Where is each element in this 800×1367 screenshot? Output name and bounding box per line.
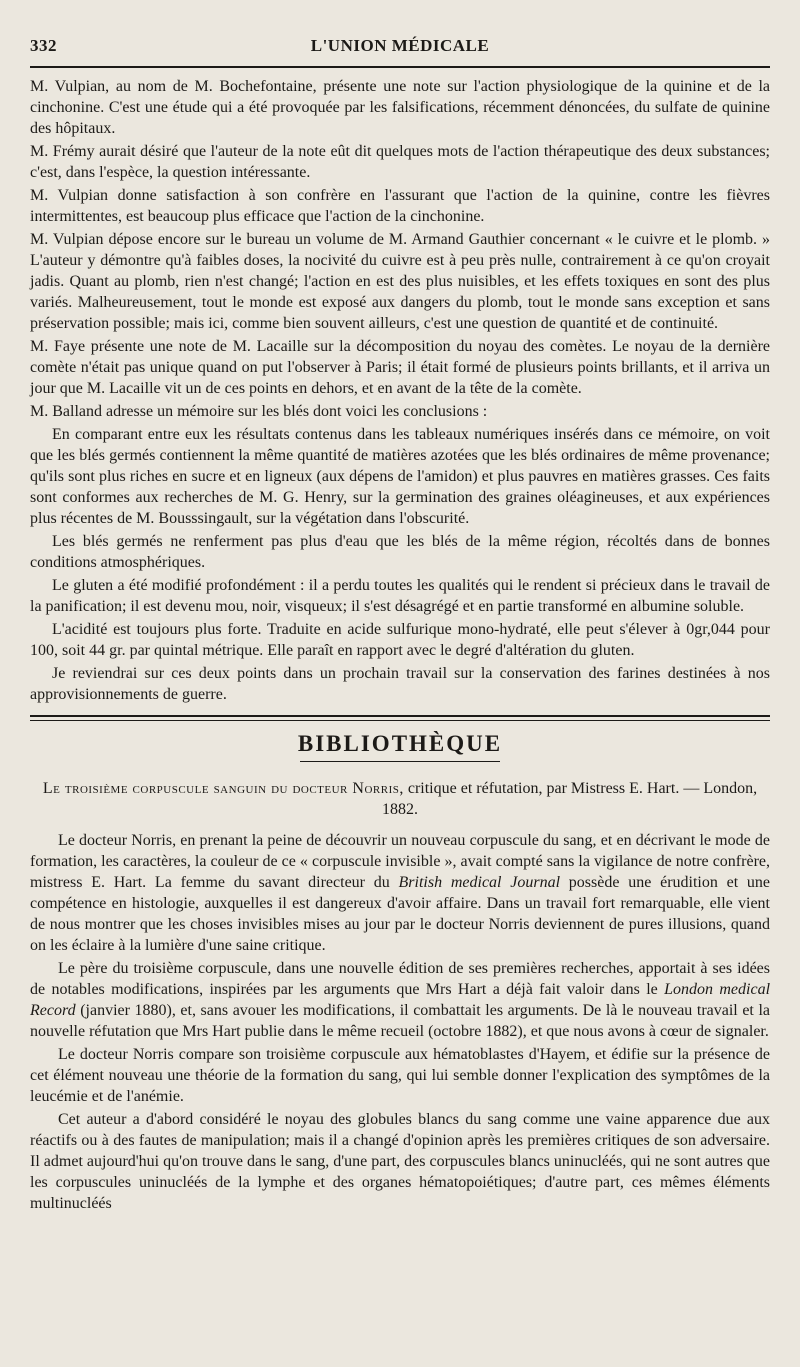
paragraph: Les blés germés ne renferment pas plus d'eau que les blés de la même région, récoltés dans de bonnes conditions atmosphériques. bbox=[30, 533, 770, 571]
text-run: Le père du troisième corpuscule, dans une nouvelle édition de ses premières recherches, apportait à ses idées de notables modifications, inspirées par les arguments que Mrs Hart a déjà fait valoir dans le bbox=[30, 960, 770, 998]
header-rule bbox=[30, 66, 770, 68]
section-title: BIBLIOTHÈQUE bbox=[297, 731, 503, 756]
paragraph: M. Faye présente une note de M. Lacaille sur la décomposition du noyau des comètes. Le noyau de la dernière comète n'était pas unique quand on put l'observer à Paris; il était formé de plusieurs points brillants, et il arriva un jour que M. Lacaille vit un de ces points en dehors, et en avant de la tête de la comète. bbox=[30, 338, 770, 397]
academy-proceedings bbox=[30, 76, 770, 705]
title-underline bbox=[300, 761, 500, 762]
review-heading bbox=[30, 778, 770, 820]
text-run: (janvier 1880), et, sans avouer les modifications, il combattait les arguments. De là le nouveau travail et la nouvelle réfutation que Mrs Hart publie dans le même recueil (octobre 1882), et que nous avons à cœur de signaler. bbox=[30, 1002, 770, 1040]
page-number: 332 bbox=[30, 36, 57, 55]
paragraph: M. Balland adresse un mémoire sur les blés dont voici les conclusions : bbox=[30, 403, 488, 420]
review-subtitle: critique et réfutation, par Mistress E. Hart. — London, 1882. bbox=[382, 780, 758, 818]
paragraph: Je reviendrai sur ces deux points dans un prochain travail sur la conservation des farines destinées à nos approvisionnements de guerre. bbox=[30, 665, 770, 703]
paragraph: Le gluten a été modifié profondément : il a perdu toutes les qualités qui le rendent si précieux dans le travail de la panification; il est devenu mou, noir, visqueux; il s'est désagrégé et en partie transformé en albumine soluble. bbox=[30, 577, 770, 615]
text-run: possède une érudition et une compétence en histologie, auxquelles il est dangereux d'avoir affaire. Dans un travail fort remarquable, elle vient de nous montrer que les choses invisibles mises au jour par le docteur Norris deviennent de pures illusions, quand on les éclaire à la lumière d'une saine critique. bbox=[30, 874, 771, 954]
text-run: Le docteur Norris, en prenant la peine de découvrir un nouveau corpuscule du sang, et en décrivant le mode de formation, les caractères, la couleur de ce « corpuscule invisible », avait compté sans la vigilance de notre confrère, mistress E. Hart. La femme du savant directeur du bbox=[30, 832, 770, 891]
paragraph: M. Frémy aurait désiré que l'auteur de la note eût dit quelques mots de l'action thérapeutique des deux substances; c'est, dans l'espèce, la question intéressante. bbox=[30, 143, 770, 181]
paragraph: L'acidité est toujours plus forte. Traduite en acide sulfurique mono-hydraté, elle peut s'élever à 0gr,044 pour 100, soit 44 gr. par quintal métrique. Elle paraît en rapport avec le degré d'altération du gluten. bbox=[30, 621, 770, 659]
section-separator bbox=[30, 715, 770, 721]
paragraph: M. Vulpian dépose encore sur le bureau un volume de M. Armand Gauthier concernant « le cuivre et le plomb. » L'auteur y démontre qu'à faibles doses, la nocivité du cuivre est à peu près nulle, contrairement à ce qu'on croyait jadis. Quant au plomb, rien n'est changé; l'action en est des plus nuisibles, et les effets toxiques en sont des plus variés. Malheureusement, tout le monde est exposé aux dangers du plomb, tout le monde sans exception et sans préservation possible; mais ici, comme bien souvent ailleurs, c'est une question de quantité et de continuité. bbox=[30, 231, 770, 332]
journal-name: British medical Journal bbox=[398, 874, 561, 891]
paragraph: Cet auteur a d'abord considéré le noyau des globules blancs du sang comme une vaine apparence due aux réactifs ou à des fautes de manipulation; mais il a changé d'opinion après les premières critiques de son adversaire. Il admet aujourd'hui qu'on trouve dans le sang, d'une part, des corpuscules blancs uninucléés, qui ne sont autres que les corpuscules uninucléés de la lymphe et des organes hématopoiétiques; d'autre part, ces mêmes éléments multinucléés bbox=[30, 1111, 770, 1212]
journal-title: L'UNION MÉDICALE bbox=[310, 36, 490, 55]
running-head bbox=[30, 26, 770, 62]
review-body bbox=[30, 830, 770, 1214]
paragraph bbox=[30, 958, 770, 1042]
paragraph bbox=[30, 830, 770, 956]
paragraph: En comparant entre eux les résultats contenus dans les tableaux numériques insérés dans ce mémoire, on voit que les blés germés contiennent la même quantité de matières azotées que les blés ordinaires de même provenance; qu'ils sont plus riches en sucre et en ligneux (aux dépens de l'amidon) et plus pauvres en matières grasses. Ces faits sont conformes aux recherches de M. G. Henry, sur la germination des graines oléagineuses, et aux expériences plus récentes de M. Bousssingault, sur la végétation dans l'obscurité. bbox=[30, 426, 770, 527]
journal-name: London medical Record bbox=[30, 981, 771, 1019]
paragraph: M. Vulpian donne satisfaction à son confrère en l'assurant que l'action de la quinine, contre les fièvres intermittentes, est beaucoup plus efficace que l'action de la cinchonine. bbox=[30, 187, 770, 225]
paragraph: Le docteur Norris compare son troisième corpuscule aux hématoblastes d'Hayem, et édifie sur la présence de cet élément nouveau une théorie de la formation du sang, qui lui semble donner l'explication des symptômes de la leucémie et de l'anémie. bbox=[30, 1046, 770, 1105]
review-title: Le troisième corpuscule sanguin du docteur Norris, bbox=[42, 780, 404, 797]
paragraph: M. Vulpian, au nom de M. Bochefontaine, présente une note sur l'action physiologique de la quinine et de la cinchonine. C'est une étude qui a été provoquée par les falsifications, récemment dénoncées, du sulfate de quinine des hôpitaux. bbox=[30, 78, 770, 137]
